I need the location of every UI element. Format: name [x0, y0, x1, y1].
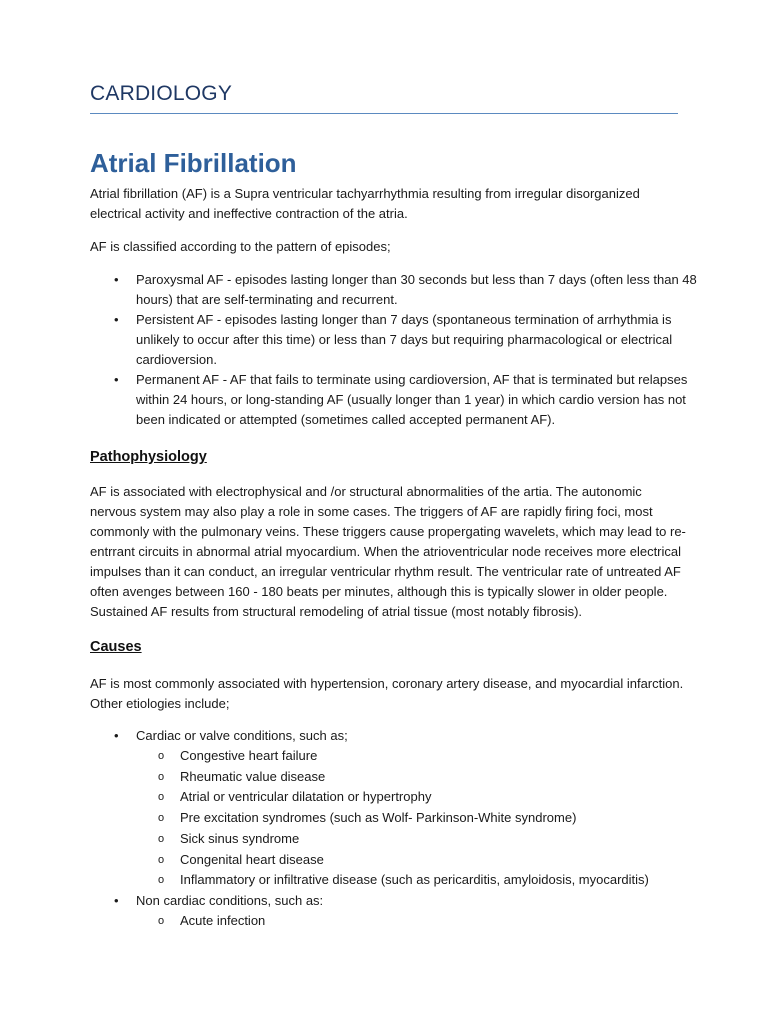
text-line: within 24 hours, or long-standing AF (usually longer than 1 year) in which cardio version has not [136, 392, 686, 407]
text-line: Atrial or ventricular dilatation or hypertrophy [180, 789, 432, 805]
pathophysiology-paragraph [90, 482, 686, 622]
circle-bullet-icon: o [158, 914, 165, 927]
text-line: impulses than it can conduct, an irregular ventricular rhythm result. The ventricular rate of untreated AF [90, 564, 681, 579]
text-line: Paroxysmal AF - episodes lasting longer than 30 seconds but less than 7 days (often less than 48 [136, 272, 697, 287]
text-line: Sick sinus syndrome [180, 830, 300, 846]
text-line: been indicated or attempted (sometimes called accepted permanent AF). [136, 412, 556, 427]
text-line: Pre excitation syndromes (such as Wolf- Parkinson-White syndrome) [180, 810, 577, 826]
text-line: electrical activity and ineffective contraction of the atria. [90, 206, 408, 221]
group-label: Non cardiac conditions, such as: [136, 892, 324, 908]
text-line: Acute infection [180, 912, 266, 928]
sub-list-item [136, 870, 680, 891]
sub-list-item [136, 767, 680, 788]
text-line: AF is most commonly associated with hypertension, coronary artery disease, and myocardial infarction. [90, 676, 684, 691]
bullet-icon: • [114, 372, 119, 387]
sub-list-item [136, 829, 680, 850]
sub-list-item [136, 911, 680, 932]
text-line: unlikely to occur after this time) or less than 7 days but requiring pharmacological or electrical [136, 332, 673, 347]
circle-bullet-icon: o [158, 832, 165, 845]
circle-bullet-icon: o [158, 812, 165, 825]
bullet-icon: • [114, 312, 119, 327]
text-line: Persistent AF - episodes lasting longer than 7 days (spontaneous termination of arrhythmia is [136, 312, 672, 327]
text-line: Inflammatory or infiltrative disease (such as pericarditis, amyloidosis, myocarditis) [180, 872, 649, 888]
sub-list-item [136, 808, 680, 829]
pathophysiology-heading: Pathophysiology [90, 449, 207, 465]
list-item [90, 891, 680, 932]
text-line: Sustained AF results from structural remodeling of atrial tissue (most notably fibrosis). [90, 604, 583, 619]
sub-list [136, 911, 680, 932]
text-line: Atrial fibrillation (AF) is a Supra ventricular tachyarrhythmia resulting from irregular disorganized [90, 186, 640, 201]
page-title: Atrial Fibrillation [90, 148, 297, 178]
header-title: CARDIOLOGY [90, 82, 233, 105]
circle-bullet-icon: o [158, 874, 165, 887]
text-line: Other etiologies include; [90, 696, 230, 711]
intro-paragraph [90, 184, 680, 224]
text-line: Congenital heart disease [180, 851, 324, 867]
causes-heading: Causes [90, 639, 142, 655]
text-line: often avenges between 160 - 180 beats per minutes, although this is typically slower in older people. [90, 584, 668, 599]
text-line: hours) that are self-terminating and recurrent. [136, 292, 398, 307]
list-item [90, 370, 688, 430]
text-line: Congestive heart failure [180, 748, 318, 763]
group-label: Cardiac or valve conditions, such as; [136, 728, 348, 743]
text-line: AF is associated with electrophysical and /or structural abnormalities of the artia. The autonomic [90, 484, 642, 499]
circle-bullet-icon: o [158, 770, 165, 783]
list-item [90, 270, 697, 310]
page-header [90, 80, 678, 114]
circle-bullet-icon: o [158, 853, 165, 866]
circle-bullet-icon: o [158, 750, 165, 762]
text-line: Permanent AF - AF that fails to terminate using cardioversion, AF that is terminated but relapses [136, 372, 688, 387]
circle-bullet-icon: o [158, 791, 165, 804]
list-item [90, 726, 680, 891]
text-line: nervous system may also play a role in some cases. The triggers of AF are rapidly firing foci, most [90, 504, 653, 519]
list-item [90, 310, 680, 370]
bullet-icon: • [114, 728, 119, 743]
sub-list-item [136, 746, 680, 767]
classification-list [90, 270, 697, 430]
sub-list-item [136, 850, 680, 871]
text-line: cardioversion. [136, 352, 217, 367]
text-line: entrrant circuits in abnormal atrial myocardium. When the atrioventricular node receives more electrical [90, 544, 682, 559]
classification-intro: AF is classified according to the pattern of episodes; [90, 239, 391, 254]
text-line: Rheumatic value disease [180, 768, 326, 784]
bullet-icon: • [114, 272, 119, 287]
text-line: commonly with the pulmonary veins. These triggers cause propergating wavelets, which may lead to re- [90, 524, 686, 539]
sub-list [136, 746, 680, 891]
sub-list-item [136, 787, 680, 808]
causes-intro [90, 674, 684, 714]
causes-list [90, 726, 680, 932]
bullet-icon: • [114, 892, 119, 908]
